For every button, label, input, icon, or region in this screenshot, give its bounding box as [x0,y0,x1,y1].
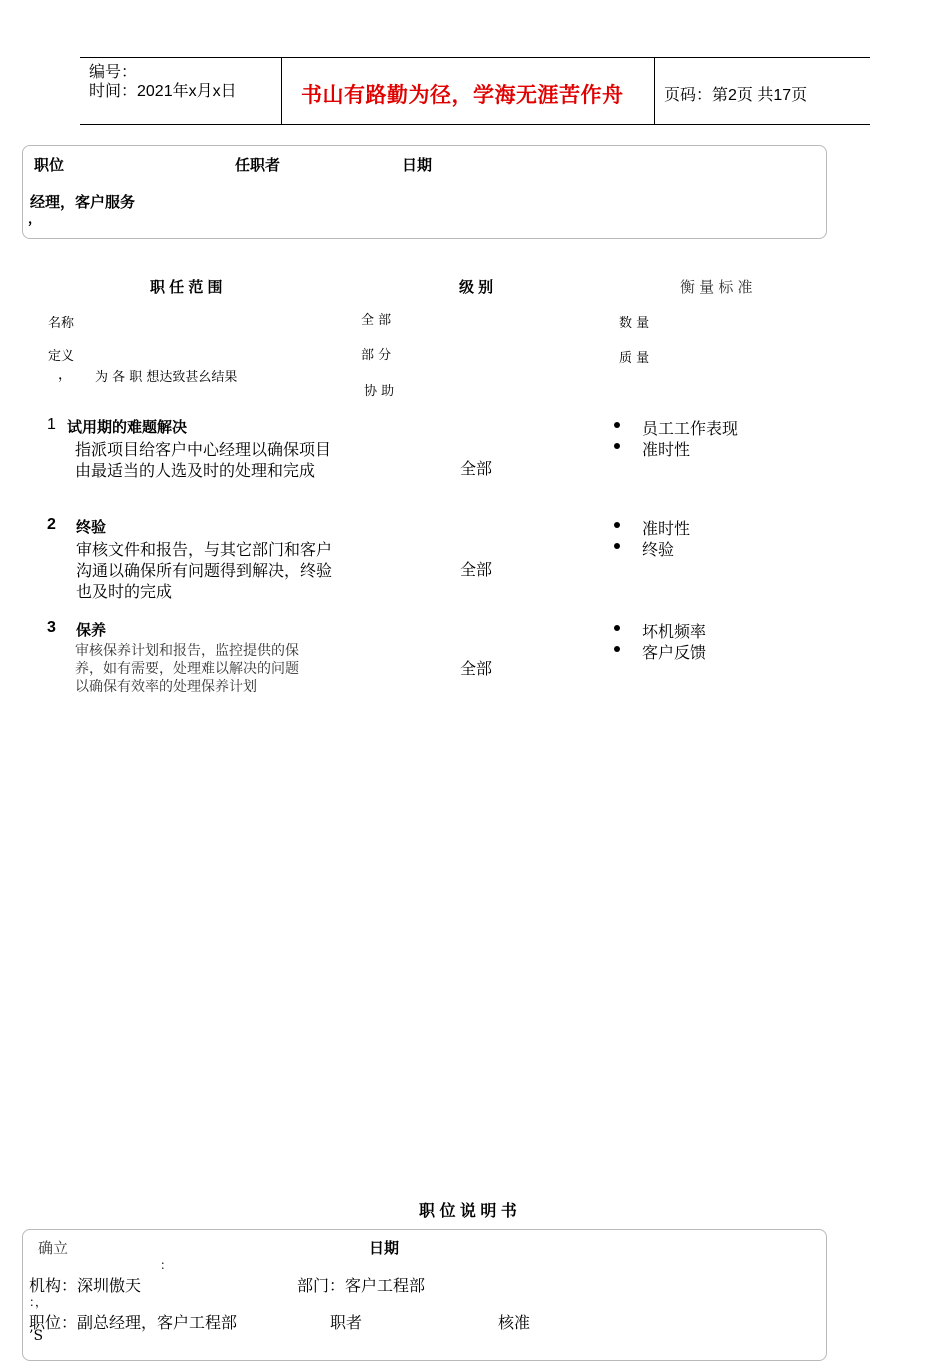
second-date-label: 日期 [369,1240,400,1257]
duty-title: 试用期的难题解决 [67,419,188,436]
duty-measure: 客户反馈 [642,645,707,662]
duty-description-line: 审核文件和报告，与其它部门和客户 [76,542,333,559]
duty-description-line: 也及时的完成 [76,584,173,601]
subheader-partial: 部 分 [361,348,392,363]
header-bottom-rule [80,124,870,125]
header-divider-right [654,57,655,125]
bullet-icon [614,543,620,549]
duty-description-line: 以确保有效率的处理保养计划 [75,679,257,695]
position-label: 职位 [34,157,65,174]
duty-level: 全部 [460,562,493,579]
position-value: 经理，客户服务 [30,194,136,211]
duty-level: 全部 [460,661,493,678]
bullet-icon [614,522,620,528]
section-title: 职 位 说 明 书 [419,1203,517,1220]
duty-description-line: 由最适当的人选及时的处理和完成 [75,463,316,480]
second-holder-label: 职者 [330,1315,363,1332]
header-top-rule [80,57,870,58]
duty-measure: 准时性 [642,521,691,538]
established-label: 确立 [38,1239,69,1257]
duty-measure: 终验 [642,542,675,559]
duty-level: 全部 [460,461,493,478]
header-standard: 衡 量 标 准 [680,279,753,296]
header-divider-left [281,57,282,125]
duty-number: 1 [47,416,56,433]
header-number-label: 编号： [89,64,138,81]
holder-label: 任职者 [235,157,281,174]
date-label: 日期 [402,157,433,174]
duty-measure: 员工工作表现 [642,421,739,438]
subheader-all: 全 部 [361,313,392,328]
bullet-icon [614,625,620,631]
org-label: 机构：深圳傲天 [29,1278,142,1295]
second-colon: ： [160,1258,173,1272]
punct-b: ’S [29,1328,44,1344]
header-motto: 书山有路勤为径，学海无涯苦作舟 [301,84,624,107]
dept-label: 部门：客户工程部 [297,1278,426,1295]
header-level: 级 别 [459,279,494,296]
bullet-icon [614,422,620,428]
duty-description-line: 沟通以确保所有问题得到解决，终验 [76,563,333,580]
bullet-icon [614,443,620,449]
second-position-label: 职位：副总经理，客户工程部 [29,1315,238,1332]
duty-measure: 坏机频率 [642,624,707,641]
duty-number: 2 [47,516,56,533]
duty-number: 3 [47,619,56,636]
subheader-comma: ， [58,367,72,383]
subheader-name: 名称 [48,316,75,331]
punct-a: ：， [29,1295,48,1309]
header-page-info: 页码：第2页 共17页 [664,87,808,104]
duty-description-line: 养，如有需要，处理难以解决的问题 [75,661,299,677]
position-comma: ， [28,211,42,226]
subheader-definition: 定义 [48,349,75,364]
duty-title: 保养 [76,622,107,639]
subheader-quality: 质 量 [619,351,650,366]
duty-measure: 准时性 [642,442,691,459]
subheader-quantity: 数 量 [619,316,650,331]
bullet-icon [614,646,620,652]
header-scope: 职 任 范 围 [150,279,223,296]
approve-label: 核准 [498,1315,531,1332]
header-time-label: 时间：2021年x月x日 [89,83,237,100]
duty-description-line: 指派项目给客户中心经理以确保项目 [75,442,332,459]
subheader-purpose: 为 各 职 想达致甚幺结果 [95,370,238,385]
duty-description-line: 审核保养计划和报告，监控提供的保 [75,643,299,659]
subheader-assist: 协 助 [364,384,395,399]
duty-title: 终验 [76,519,107,536]
